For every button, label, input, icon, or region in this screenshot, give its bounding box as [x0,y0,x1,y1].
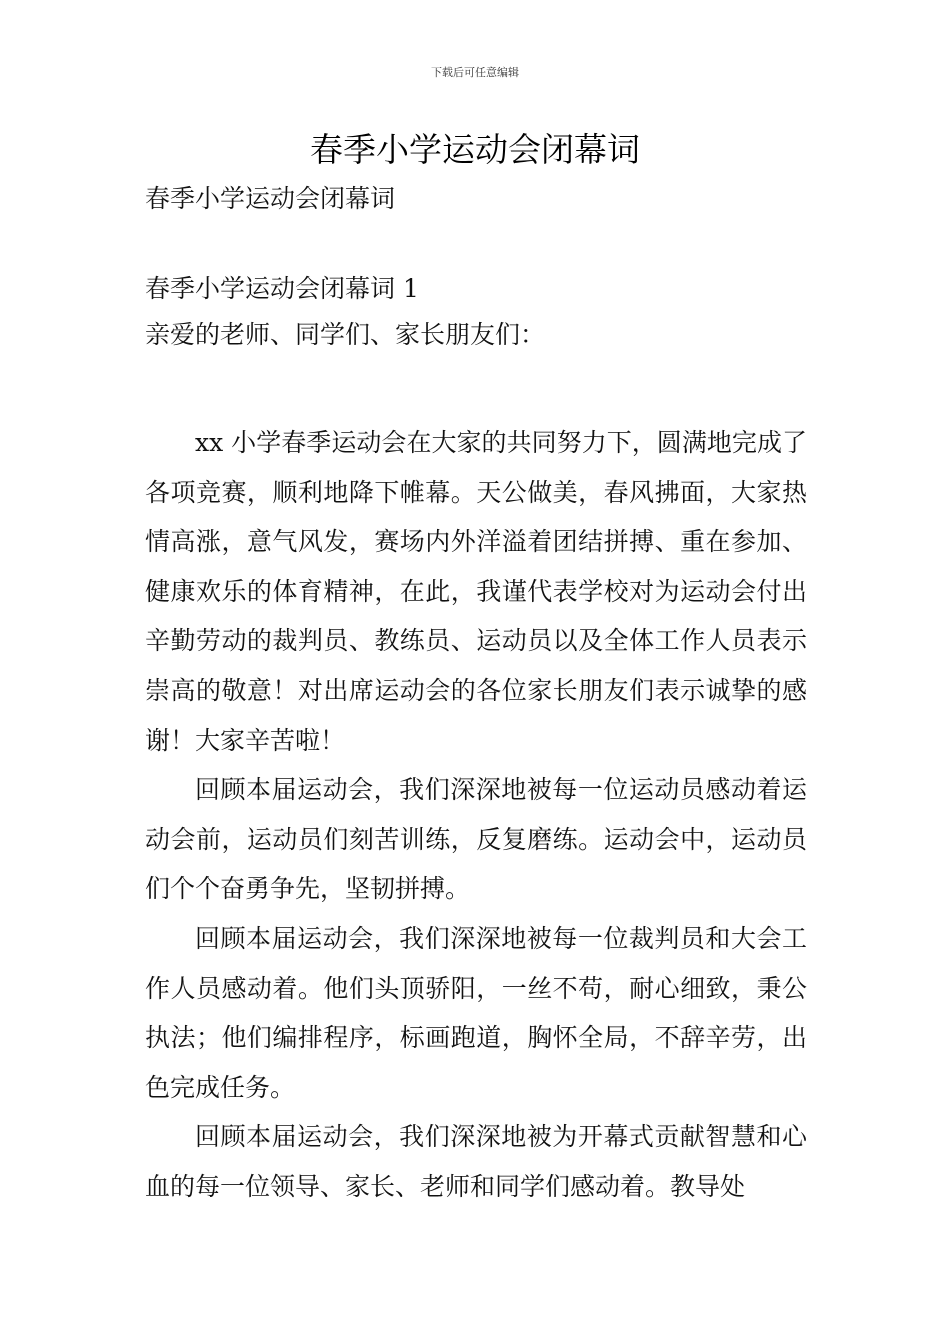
spacer [145,222,807,266]
body-paragraph: 回顾本届运动会，我们深深地被为开幕式贡献智慧和心血的每一位领导、家长、老师和同学们感动着。教导处 [145,1122,807,1201]
page-header-note: 下载后可任意编辑 [431,66,519,79]
document-title: 春季小学运动会闭幕词 [310,130,640,169]
spacer [145,358,807,415]
body-paragraph: 回顾本届运动会，我们深深地被每一位裁判员和大会工作人员感动着。他们头顶骄阳，一丝不苟，耐心细致，秉公执法；他们编排程序，标画跑道，胸怀全局，不辞辛劳，出色完成任务。 [145,923,807,1102]
document-body [145,176,807,1212]
body-paragraph: xx 小学春季运动会在大家的共同努力下，圆满地完成了各项竞赛，顺利地降下帷幕。天公做美，春风拂面，大家热情高涨，意气风发，赛场内外洋溢着团结拼搏、重在参加、健康欢乐的体育精神，在此，我谨代表学校对为运动会付出辛勤劳动的裁判员、教练员、运动员以及全体工作人员表示崇高的敬意！对出席运动会的各位家长朋友们表示诚挚的感谢！大家辛苦啦！ [145,428,807,755]
section-heading: 春季小学运动会闭幕词 1 [145,274,419,303]
salutation: 亲爱的老师、同学们、家长朋友们： [145,320,546,349]
document-subtitle: 春季小学运动会闭幕词 [145,184,396,213]
body-paragraph: 回顾本届运动会，我们深深地被每一位运动员感动着运动会前，运动员们刻苦训练，反复磨练。运动会中，运动员们个个奋勇争先，坚韧拼搏。 [145,775,807,904]
